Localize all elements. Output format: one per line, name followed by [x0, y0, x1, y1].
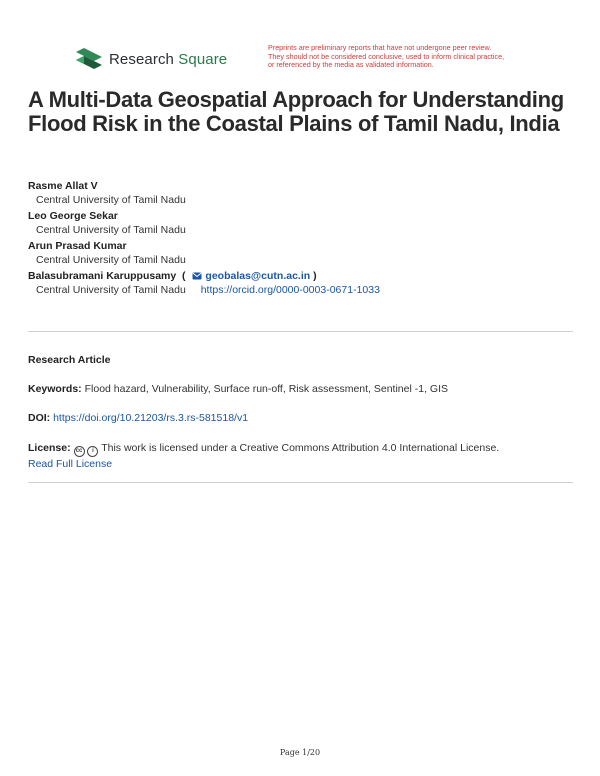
author-email-link[interactable]: geobalas@cutn.ac.in [205, 270, 311, 282]
author-affiliation-row [28, 283, 588, 297]
author-name-with-email [28, 270, 588, 283]
paper-title: A Multi-Data Geospatial Approach for Understanding Flood Risk in the Coastal Plains of Tamil Nadu, India [28, 87, 564, 136]
divider [28, 482, 573, 483]
author-affiliation: Central University of Tamil Nadu [36, 254, 186, 266]
attribution-icon: i [87, 446, 98, 457]
notice-line: Preprints are preliminary reports that have not undergone peer review. [268, 43, 492, 52]
logo-text-accent: Square [178, 50, 228, 68]
author-entry [28, 240, 588, 267]
research-square-logo[interactable] [76, 48, 227, 70]
page-number: Page 1/20 [279, 748, 321, 757]
divider [28, 331, 573, 332]
license-label: License: [28, 442, 71, 454]
keywords-row [28, 382, 588, 396]
keywords-value: Flood hazard, Vulnerability, Surface run-off, Risk assessment, Sentinel -1, GIS [84, 383, 448, 395]
keywords-label: Keywords: [28, 383, 82, 395]
doi-label: DOI: [28, 412, 51, 424]
license-row [28, 441, 588, 471]
orcid-link[interactable]: https://orcid.org/0000-0003-0671-1033 [200, 284, 380, 296]
preprint-notice [268, 44, 538, 70]
author-entry [28, 270, 588, 297]
author-name: Leo George Sekar [28, 210, 118, 222]
logo-text-main: Research [109, 50, 174, 68]
doi-row [28, 411, 588, 425]
author-affiliation: Central University of Tamil Nadu [36, 194, 186, 206]
email-open-paren: ( [179, 270, 186, 282]
author-name: Balasubramani Karuppusamy [28, 270, 177, 282]
article-type-label: Research Article [28, 354, 111, 366]
read-full-license-link[interactable]: Read Full License [28, 458, 113, 470]
article-type [28, 353, 588, 367]
author-entry [28, 210, 588, 237]
author-affiliation: Central University of Tamil Nadu [36, 224, 186, 236]
doi-link[interactable]: https://doi.org/10.21203/rs.3.rs-581518/v1 [53, 412, 249, 424]
author-entry [28, 180, 588, 207]
author-name: Rasme Allat V [28, 180, 98, 192]
cc-icon: cc [74, 446, 85, 457]
author-list [28, 180, 588, 300]
author-name: Arun Prasad Kumar [28, 240, 127, 252]
email-icon [192, 272, 202, 280]
email-close-paren: ) [313, 270, 317, 282]
notice-line: or referenced by the media as validated information. [268, 60, 434, 70]
notice-line: They should not be considered conclusive, used to inform clinical practice, [268, 51, 505, 61]
author-affiliation: Central University of Tamil Nadu [36, 284, 186, 296]
research-square-logo-icon [76, 48, 102, 70]
logo-text [109, 51, 227, 68]
license-text: This work is licensed under a Creative Commons Attribution 4.0 International License. [101, 442, 500, 454]
